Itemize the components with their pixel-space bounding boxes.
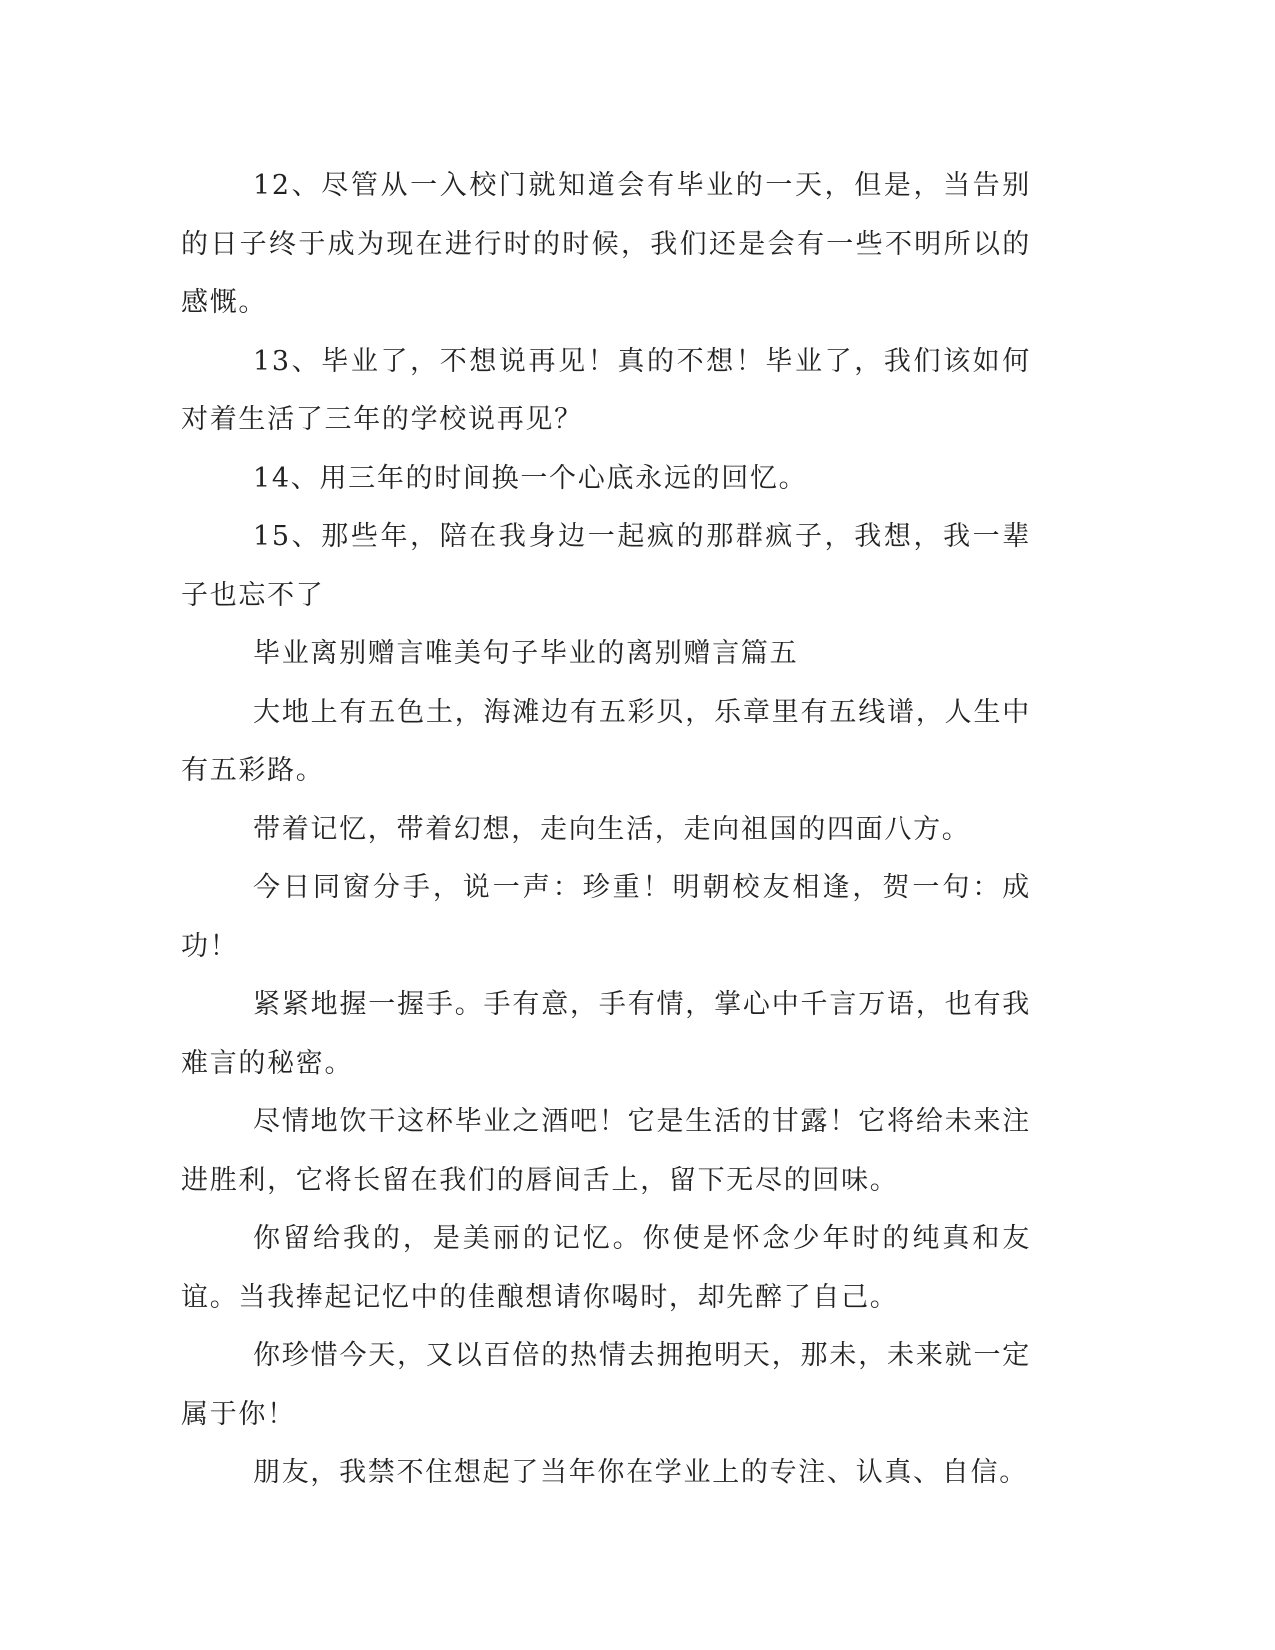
paragraph: 15、那些年，陪在我身边一起疯的那群疯子，我想，我一辈子也忘不了 xyxy=(181,521,1031,611)
paragraph: 带着记忆，带着幻想，走向生活，走向祖国的四面八方。 xyxy=(253,813,971,845)
paragraph: 13、毕业了，不想说再见！真的不想！毕业了，我们该如何对着生活了三年的学校说再见？ xyxy=(181,345,1031,435)
section-heading: 毕业离别赠言唯美句子毕业的离别赠言篇五 xyxy=(253,638,799,669)
paragraph: 今日同窗分手，说一声：珍重！明朝校友相逢，贺一句：成功！ xyxy=(181,872,1031,962)
paragraph: 大地上有五色土，海滩边有五彩贝，乐章里有五线谱，人生中有五彩路。 xyxy=(181,696,1031,786)
paragraph: 12、尽管从一入校门就知道会有毕业的一天，但是，当告别的日子终于成为现在进行时的时候，我们还是会有一些不明所以的感慨。 xyxy=(181,170,1031,318)
paragraph: 尽情地饮干这杯毕业之酒吧！它是生活的甘露！它将给未来注进胜利，它将长留在我们的唇间舌上，留下无尽的回味。 xyxy=(181,1106,1031,1196)
paragraph: 你留给我的，是美丽的记忆。你使是怀念少年时的纯真和友谊。当我捧起记忆中的佳酿想请你喝时，却先醉了自己。 xyxy=(181,1223,1031,1313)
paragraph: 你珍惜今天，又以百倍的热情去拥抱明天，那未，未来就一定属于你！ xyxy=(181,1340,1031,1430)
paragraph: 朋友，我禁不住想起了当年你在学业上的专注、认真、自信。 xyxy=(253,1457,1028,1488)
document-body xyxy=(181,157,1031,1503)
paragraph: 紧紧地握一握手。手有意，手有情，掌心中千言万语，也有我难言的秘密。 xyxy=(181,989,1031,1079)
paragraph: 14、用三年的时间换一个心底永远的回忆。 xyxy=(253,462,808,494)
